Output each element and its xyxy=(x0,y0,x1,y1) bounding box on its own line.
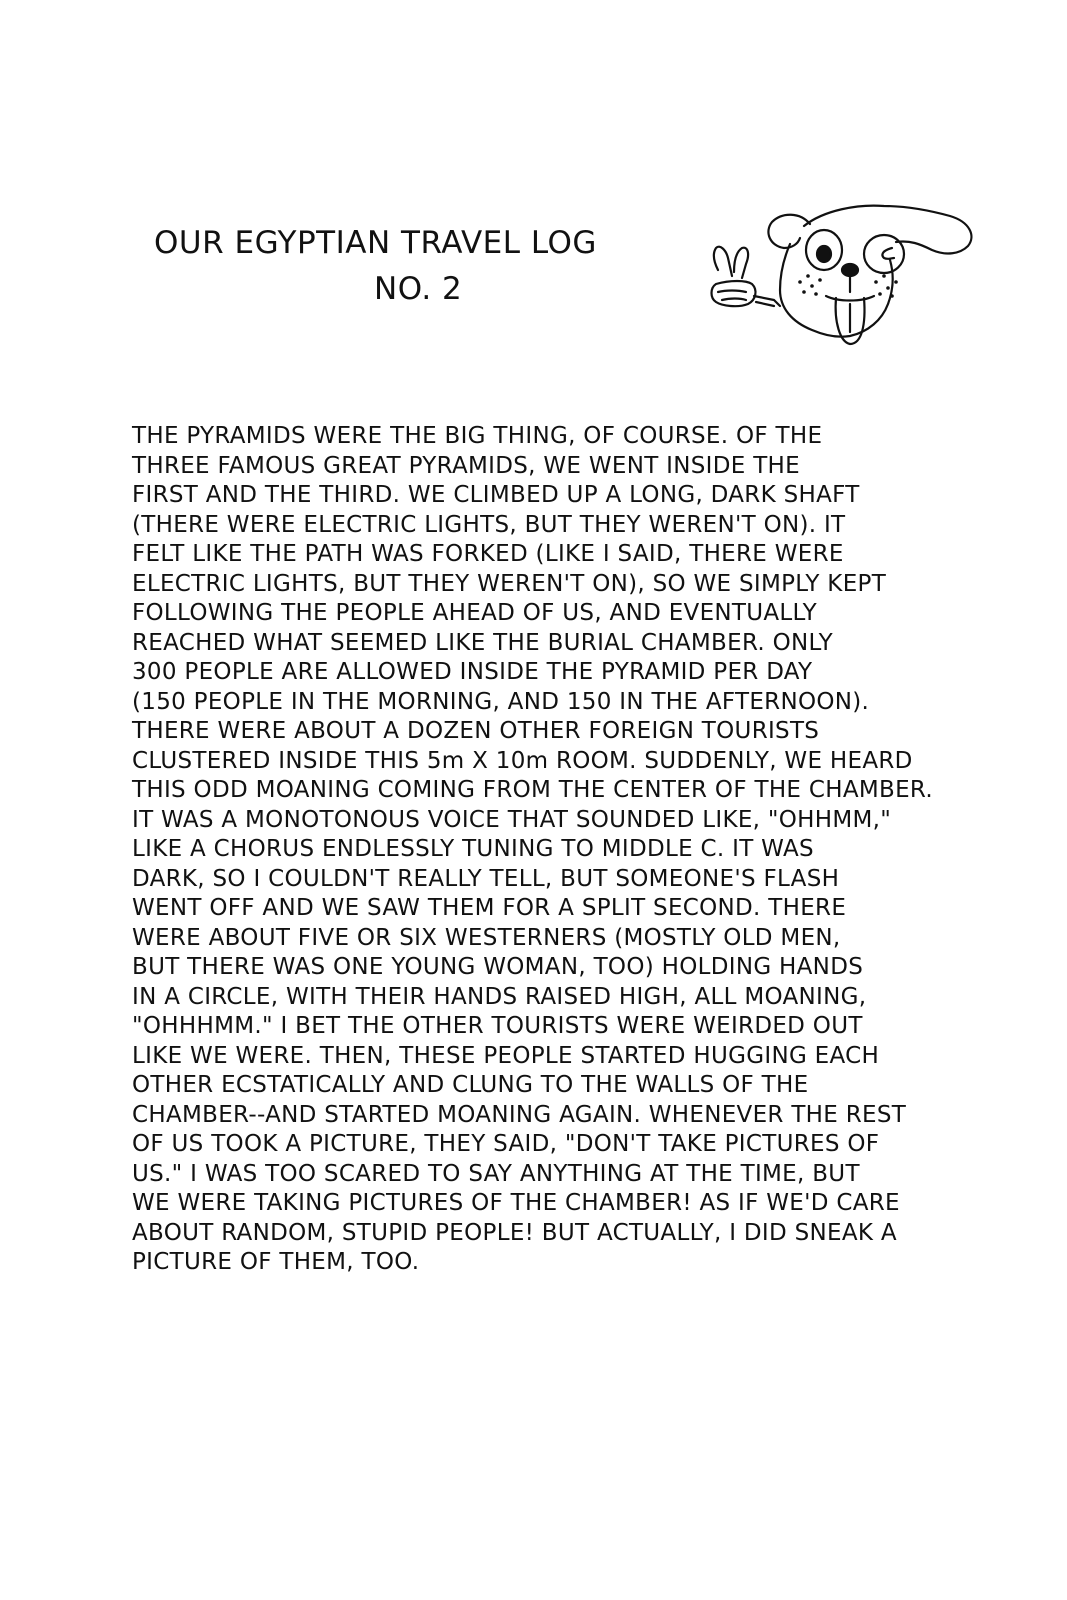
body-line: FELT LIKE THE PATH WAS FORKED (LIKE I SAID, THERE WERE xyxy=(132,541,844,567)
body-line: REACHED WHAT SEEMED LIKE THE BURIAL CHAMBER. ONLY xyxy=(132,629,833,656)
body-line: OF US TOOK A PICTURE, THEY SAID, "DON'T TAKE PICTURES OF xyxy=(132,1131,880,1157)
body-line: IT WAS A MONOTONOUS VOICE THAT SOUNDED LIKE, "OHHMM," xyxy=(132,806,892,833)
body-line: WE WERE TAKING PICTURES OF THE CHAMBER! AS IF WE'D CARE xyxy=(132,1190,900,1216)
body-line: WENT OFF AND WE SAW THEM FOR A SPLIT SECOND. THERE xyxy=(132,895,847,921)
body-line: THIS ODD MOANING COMING FROM THE CENTER OF THE CHAMBER. xyxy=(132,777,933,803)
body-line: CLUSTERED INSIDE THIS 5m X 10m ROOM. SUDDENLY, WE HEARD xyxy=(132,747,913,774)
body-line: FIRST AND THE THIRD. WE CLIMBED UP A LONG, DARK SHAFT xyxy=(132,482,860,508)
body-line: IN A CIRCLE, WITH THEIR HANDS RAISED HIGH, ALL MOANING, xyxy=(132,983,867,1010)
body-line: THE PYRAMIDS WERE THE BIG THING, OF COURSE. OF THE xyxy=(132,423,823,449)
body-line: DARK, SO I COULDN'T REALLY TELL, BUT SOMEONE'S FLASH xyxy=(132,865,840,892)
body-line: "OHHHMM." I BET THE OTHER TOURISTS WERE WEIRDED OUT xyxy=(132,1013,863,1039)
body-line: FOLLOWING THE PEOPLE AHEAD OF US, AND EVENTUALLY xyxy=(132,600,817,626)
body-line: THREE FAMOUS GREAT PYRAMIDS, WE WENT INSIDE THE xyxy=(132,452,800,479)
title-line-1: OUR EGYPTIAN TRAVEL LOG xyxy=(154,225,597,261)
body-line: WERE ABOUT FIVE OR SIX WESTERNERS (MOSTLY OLD MEN, xyxy=(132,924,841,951)
body-line: THERE WERE ABOUT A DOZEN OTHER FOREIGN TOURISTS xyxy=(132,718,820,744)
body-line: OTHER ECSTATICALLY AND CLUNG TO THE WALLS OF THE xyxy=(132,1072,809,1098)
body-line: (THERE WERE ELECTRIC LIGHTS, BUT THEY WEREN'T ON). IT xyxy=(132,511,846,538)
body-line: (150 PEOPLE IN THE MORNING, AND 150 IN THE AFTERNOON). xyxy=(132,688,870,715)
body-line: LIKE WE WERE. THEN, THESE PEOPLE STARTED HUGGING EACH xyxy=(132,1042,880,1069)
dog-mascot-icon xyxy=(700,192,980,372)
body-line: BUT THERE WAS ONE YOUNG WOMAN, TOO) HOLDING HANDS xyxy=(132,954,864,980)
travel-log-body xyxy=(132,422,972,1278)
body-line: LIKE A CHORUS ENDLESSLY TUNING TO MIDDLE C. IT WAS xyxy=(132,836,814,862)
body-line: 300 PEOPLE ARE ALLOWED INSIDE THE PYRAMID PER DAY xyxy=(132,659,813,685)
body-line: ABOUT RANDOM, STUPID PEOPLE! BUT ACTUALLY, I DID SNEAK A xyxy=(132,1219,897,1246)
title-line-2: NO. 2 xyxy=(374,271,463,307)
body-line: US." I WAS TOO SCARED TO SAY ANYTHING AT THE TIME, BUT xyxy=(132,1160,860,1187)
body-line: ELECTRIC LIGHTS, BUT THEY WEREN'T ON), SO WE SIMPLY KEPT xyxy=(132,570,887,597)
body-line: CHAMBER--AND STARTED MOANING AGAIN. WHENEVER THE REST xyxy=(132,1101,907,1128)
body-line: PICTURE OF THEM, TOO. xyxy=(132,1249,420,1275)
page-title xyxy=(150,220,710,312)
